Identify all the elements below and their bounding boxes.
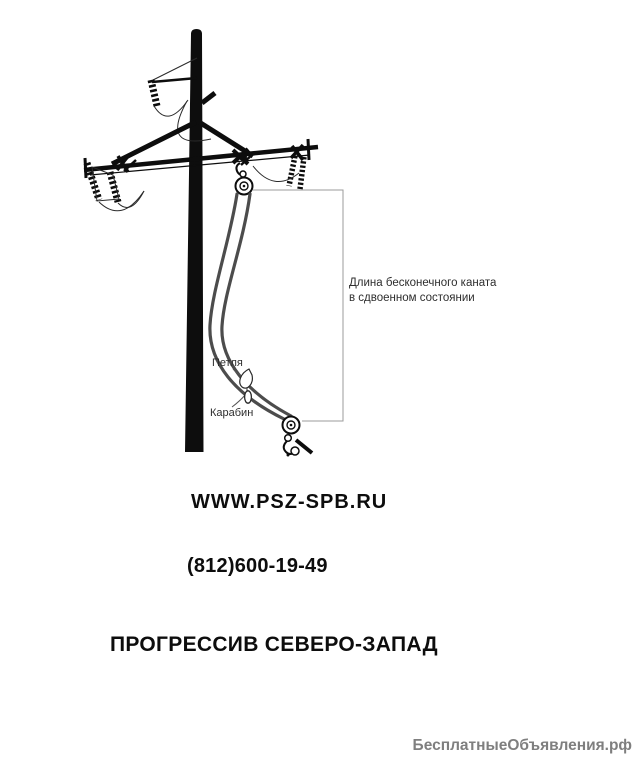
insulator-string-icon (151, 80, 157, 106)
left-clamp-knot (117, 155, 136, 172)
shackle-link-icon (285, 435, 292, 442)
top-pulley-icon (236, 163, 253, 195)
website-url: WWW.PSZ-SPB.RU (191, 491, 388, 513)
site-watermark: БесплатныеОбъявления.рф (412, 737, 632, 754)
loop-label: Петля (212, 357, 243, 369)
company-name: ПРОГРЕССИВ СЕВЕРО-ЗАПАД (110, 633, 438, 656)
insulator-string-icon (110, 172, 118, 202)
carabiner-label: Карабин (210, 407, 254, 419)
rope-length-label-line1: Длина бесконечного каната (349, 277, 497, 289)
insulator-string-icon (289, 156, 295, 186)
insulator-string-icon (300, 157, 304, 189)
utility-pole-icon (185, 29, 204, 452)
dimension-bracket (253, 190, 343, 421)
phone-number: (812)600-19-49 (187, 555, 328, 577)
right-insulator-strings (253, 156, 304, 189)
rope-length-label-line2: в сдвоенном состоянии (349, 292, 475, 304)
bottom-pulley-icon (283, 417, 313, 457)
